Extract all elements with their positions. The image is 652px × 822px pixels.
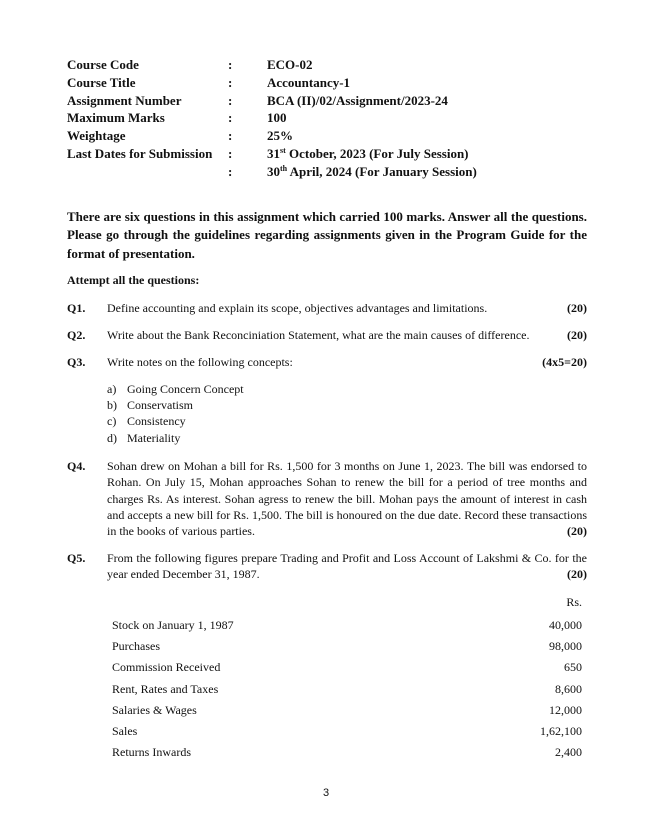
question-q5 <box>67 550 587 583</box>
row-item: Sales <box>112 723 138 738</box>
info-label: Course Code <box>67 57 139 72</box>
question-marks: (20) <box>567 328 587 342</box>
question-text: Write about the Bank Reconciniation Statement, what are the main causes of difference. <box>107 328 530 342</box>
question-number: Q2. <box>67 328 86 342</box>
currency-header: Rs. <box>566 595 582 609</box>
date-suffix: st <box>280 145 286 155</box>
date-rest: April, 2024 (For January Session) <box>287 163 477 179</box>
info-value: ECO-02 <box>267 57 313 72</box>
row-amount: 2,400 <box>555 745 582 760</box>
info-value: Accountancy-1 <box>267 74 351 90</box>
date-day: 30 <box>267 163 280 179</box>
row-item: Stock on January 1, 1987 <box>112 618 234 632</box>
table-row <box>112 636 582 657</box>
list-text: Materiality <box>127 430 181 445</box>
row-amount: 1,62,100 <box>540 723 582 738</box>
info-label: Maximum Marks <box>67 110 165 126</box>
question-q2 <box>67 327 587 343</box>
row-item: Salaries & Wages <box>112 702 197 717</box>
question-q3 <box>67 354 587 370</box>
row-amount: 650 <box>564 660 582 675</box>
question-marks: (20) <box>567 567 587 582</box>
info-label: Weightage <box>67 128 126 144</box>
info-colon: : <box>228 92 233 108</box>
question-number: Q3. <box>67 355 86 369</box>
question-number: Q1. <box>67 301 86 315</box>
info-value: 100 <box>267 110 287 126</box>
row-item: Purchases <box>112 639 160 654</box>
list-letter: a) <box>107 382 117 396</box>
attempt-instruction: Attempt all the questions: <box>67 273 200 287</box>
info-colon: : <box>228 74 233 90</box>
question-number: Q5. <box>67 551 86 565</box>
info-label: Course Title <box>67 74 136 90</box>
list-item <box>107 430 244 446</box>
list-text: Conservatism <box>127 398 193 413</box>
figures-table <box>112 595 582 763</box>
info-value <box>267 163 477 181</box>
table-row <box>112 700 582 721</box>
info-value: BCA (II)/02/Assignment/2023-24 <box>267 92 448 108</box>
row-amount: 98,000 <box>549 639 582 654</box>
intro-paragraph: There are six questions in this assignment which carried 100 marks. Answer all the questions. Please go through the guidelines regarding assignments given in the Program Guide for the format of presentation. <box>67 209 587 261</box>
list-item <box>107 397 244 413</box>
row-amount: 8,600 <box>555 681 582 696</box>
row-amount: 12,000 <box>549 702 582 717</box>
list-text: Consistency <box>127 414 186 429</box>
list-letter: b) <box>107 398 117 413</box>
question-marks: (20) <box>567 301 587 315</box>
q3-concept-list <box>107 381 244 446</box>
date-day: 31 <box>267 145 280 161</box>
question-marks: (4x5=20) <box>542 355 587 369</box>
list-item <box>107 381 244 397</box>
question-number: Q4. <box>67 459 86 473</box>
info-colon: : <box>228 110 233 126</box>
info-value: 25% <box>267 128 293 144</box>
date-suffix: th <box>280 163 288 173</box>
list-text: Going Concern Concept <box>127 382 244 396</box>
list-item <box>107 413 244 429</box>
table-row <box>112 679 582 700</box>
question-text: Sohan drew on Mohan a bill for Rs. 1,500 for 3 months on June 1, 2023. The bill was endorsed to Rohan. On July 15, Mohan approaches Sohan to renew the bill for a period of tree months and charges Rs. As interest. Sohan agress to renew the bill. Mohan pays the amount of interest in cash and accepts a new bill for Rs. 1,500. The bill is honoured on the due date. Record these transactions in the books of various parties. <box>107 459 587 539</box>
question-text: Define accounting and explain its scope, objectives advantages and limitations. <box>107 301 488 315</box>
table-row <box>112 615 582 636</box>
info-label: Last Dates for Submission <box>67 145 213 161</box>
info-label: Assignment Number <box>67 92 182 108</box>
date-rest: October, 2023 (For July Session) <box>285 145 469 161</box>
info-value <box>267 145 469 163</box>
question-text: From the following figures prepare Trading and Profit and Loss Account of Lakshmi & Co. for the year ended December 31, 1987. <box>107 551 587 582</box>
question-text: Write notes on the following concepts: <box>107 355 293 369</box>
question-q1 <box>67 300 587 316</box>
table-row <box>112 742 582 763</box>
list-letter: c) <box>107 414 117 429</box>
info-colon: : <box>228 128 233 144</box>
row-item: Commission Received <box>112 660 221 675</box>
table-row <box>112 657 582 678</box>
list-letter: d) <box>107 430 117 445</box>
question-q4 <box>67 458 587 539</box>
row-item: Rent, Rates and Taxes <box>112 681 219 696</box>
info-colon: : <box>228 57 233 72</box>
question-marks: (20) <box>567 524 587 539</box>
row-amount: 40,000 <box>549 618 582 632</box>
info-colon: : <box>228 163 233 179</box>
page-number: 3 <box>322 787 330 799</box>
row-item: Returns Inwards <box>112 745 191 760</box>
table-row <box>112 721 582 742</box>
info-colon: : <box>228 145 233 161</box>
